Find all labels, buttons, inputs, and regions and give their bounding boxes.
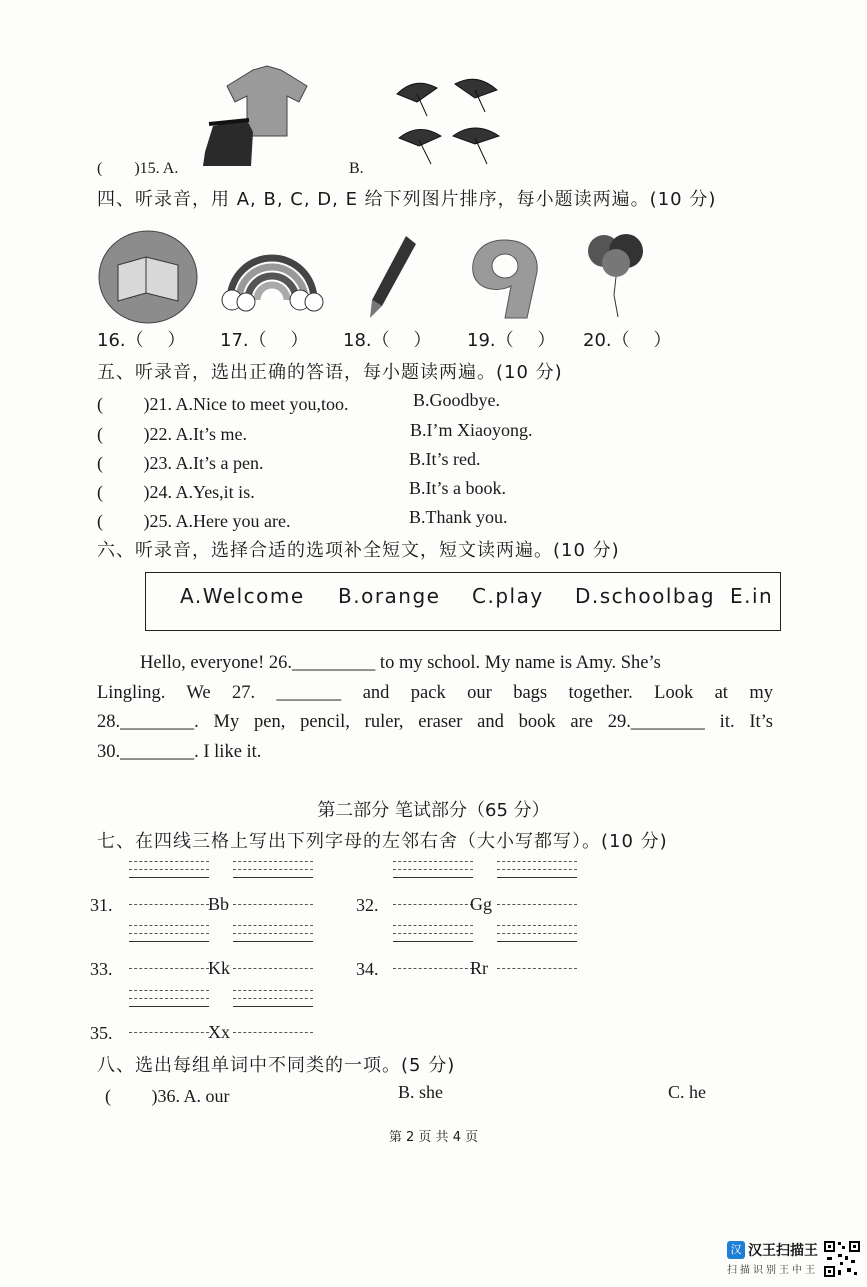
grid-34-right-2[interactable]	[497, 968, 577, 976]
q25-option-a: ( )25. A.Here you are.	[97, 511, 291, 531]
q15-option-b: B.	[349, 160, 364, 177]
q24-option-a: ( )24. A.Yes,it is.	[97, 482, 255, 502]
q36-option-b: B. she	[398, 1082, 443, 1102]
scanner-logo-name: 汉王扫描王	[748, 1243, 818, 1259]
q22-option-b: B.I’m Xiaoyong.	[410, 420, 533, 440]
page-footer: 第 2 页 共 4 页	[388, 1130, 479, 1145]
answer-19[interactable]: 19.（ ）	[467, 330, 556, 351]
option-e-in: E.in	[730, 584, 774, 608]
q33-letters: Kk	[208, 958, 230, 978]
passage-line-3: 28.________. My pen, pencil, ruler, eraser and book are 29.________ it. It’s	[97, 712, 773, 732]
q34-number: 34.	[356, 959, 379, 979]
section-6-title: 六、听录音，选择合适的选项补全短文，短文读两遍。(10 分)	[97, 540, 620, 561]
option-b-orange: B.orange	[338, 584, 441, 608]
grid-31-right-2[interactable]	[233, 904, 313, 912]
grid-35-left-1[interactable]	[129, 990, 209, 1014]
option-d-schoolbag: D.schoolbag	[575, 584, 716, 608]
grid-32-left-2[interactable]	[393, 904, 473, 912]
grid-32-right-2[interactable]	[497, 904, 577, 912]
grid-31-right-1[interactable]	[233, 861, 313, 885]
grid-31-left-1[interactable]	[129, 861, 209, 885]
scanner-logo-icon: 汉	[727, 1241, 745, 1259]
q36-option-a: ( )36. A. our	[105, 1086, 230, 1106]
grid-35-left-2[interactable]	[129, 1032, 209, 1040]
q34-letters: Rr	[470, 958, 488, 978]
q35-letters: Xx	[208, 1022, 230, 1042]
q15-row	[97, 160, 178, 178]
grid-35-right-1[interactable]	[233, 990, 313, 1014]
word-bank	[145, 572, 781, 631]
section-4-title: 四、听录音，用 A, B, C, D, E 给下列图片排序，每小题读两遍。(10 分)	[97, 189, 717, 210]
passage-line-4: 30.________. I like it.	[97, 741, 262, 762]
q32-number: 32.	[356, 895, 379, 915]
q21-option-a: ( )21. A.Nice to meet you,too.	[97, 394, 349, 414]
q32-letters: Gg	[470, 894, 492, 914]
answer-paren-open[interactable]: (	[97, 160, 103, 177]
grid-33-right-2[interactable]	[233, 968, 313, 976]
section-5-title: 五、听录音，选出正确的答语，每小题读两遍。(10 分)	[97, 362, 563, 383]
q23-option-b: B.It’s red.	[409, 449, 481, 469]
q22-option-a: ( )22. A.It’s me.	[97, 424, 247, 444]
passage-line-1: Hello, everyone! 26._________ to my school. My name is Amy. She’s	[140, 653, 661, 673]
umbrellas-picture	[393, 72, 513, 168]
grid-31-left-2[interactable]	[129, 904, 209, 912]
passage-line-2: Lingling. We 27. _______ and pack our bags together. Look at my	[97, 682, 773, 703]
answer-18[interactable]: 18.（ ）	[343, 330, 432, 351]
answer-16[interactable]: 16.（ ）	[97, 330, 186, 351]
q35-number: 35.	[90, 1023, 113, 1043]
clothes-picture	[195, 62, 315, 170]
q25-option-b: B.Thank you.	[409, 507, 508, 527]
q24-option-b: B.It’s a book.	[409, 478, 506, 498]
grid-34-left-1[interactable]	[393, 925, 473, 949]
grid-33-left-2[interactable]	[129, 968, 209, 976]
scanner-logo	[727, 1240, 818, 1276]
answer-17[interactable]: 17.（ ）	[220, 330, 309, 351]
q23-option-a: ( )23. A.It’s a pen.	[97, 453, 264, 473]
q15-option-a: )15. A.	[134, 160, 179, 177]
grid-33-left-1[interactable]	[129, 925, 209, 949]
section-8-title: 八、选出每组单词中不同类的一项。(5 分)	[97, 1055, 456, 1076]
answer-20[interactable]: 20.（ ）	[583, 330, 672, 351]
grid-32-left-1[interactable]	[393, 861, 473, 885]
cloze-passage	[97, 649, 773, 767]
q33-number: 33.	[90, 959, 113, 979]
grid-32-right-1[interactable]	[497, 861, 577, 885]
grid-35-right-2[interactable]	[233, 1032, 313, 1040]
scanner-logo-subtitle: 扫描识别王中王	[727, 1265, 818, 1276]
qr-code-icon	[823, 1240, 861, 1278]
q36-option-c: C. he	[668, 1082, 706, 1102]
grid-34-right-1[interactable]	[497, 925, 577, 949]
option-c-play: C.play	[472, 584, 544, 608]
option-a-welcome: A.Welcome	[180, 584, 305, 608]
pen-picture	[362, 232, 422, 322]
q31-number: 31.	[90, 895, 113, 915]
book-picture	[98, 229, 198, 325]
q21-option-b: B.Goodbye.	[413, 390, 500, 410]
q31-letters: Bb	[208, 894, 230, 914]
grid-33-right-1[interactable]	[233, 925, 313, 949]
grid-34-left-2[interactable]	[393, 968, 473, 976]
balloons-picture	[582, 229, 652, 321]
rainbow-picture	[218, 234, 326, 314]
number-nine-picture	[465, 236, 545, 322]
part-2-title: 第二部分 笔试部分（65 分）	[317, 800, 550, 821]
section-7-title: 七、在四线三格上写出下列字母的左邻右舍（大小写都写）。(10 分)	[97, 831, 668, 852]
